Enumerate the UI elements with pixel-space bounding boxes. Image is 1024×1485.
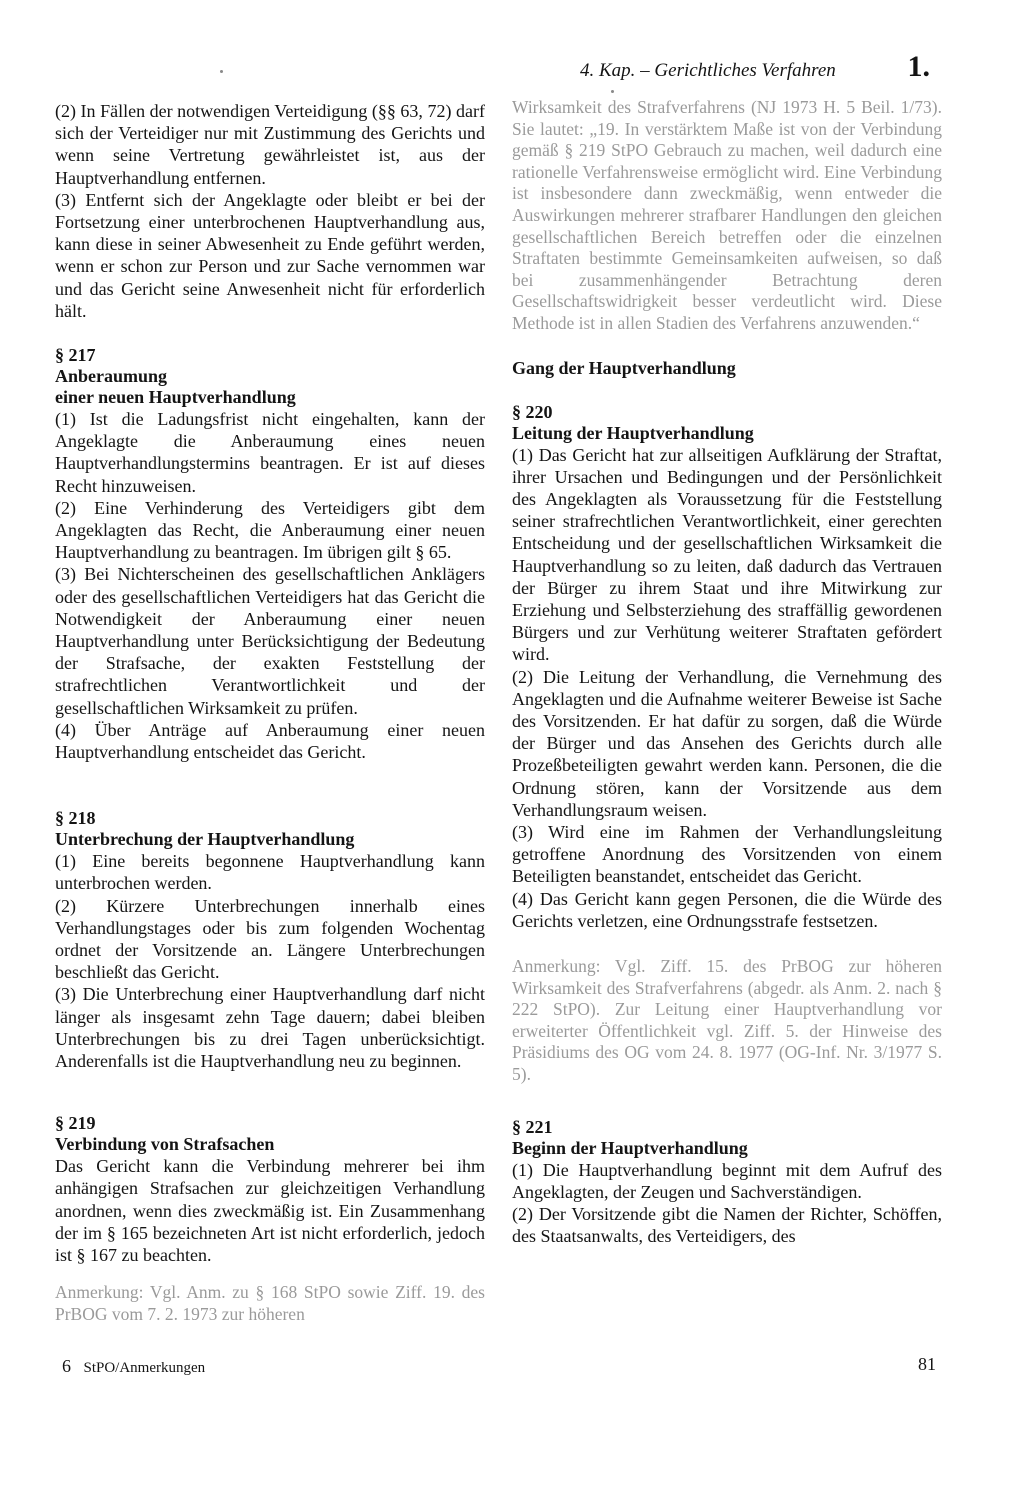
paragraph: (3) Wird eine im Rahmen der Verhandlungsleitung getroffene Anordnung des Vorsitzenden von einem Beteiligten beanstandet, entscheidet das Gericht. (512, 821, 942, 887)
printer-signature (62, 1356, 205, 1377)
annotation-note: Anmerkung: Vgl. Anm. zu § 168 StPO sowie Ziff. 19. des PrBOG vom 7. 2. 1973 zur höheren (55, 1282, 485, 1324)
paragraph: (3) Bei Nichterscheinen des gesellschaftlichen Anklägers oder des gesellschaftlichen Verteidigers hat das Gericht die Notwendigkeit der Anberaumung einer neuen Hauptverhandlung unter Berücksichtigung der Bedeutung der Strafsache, der exakten Feststellung der strafrechtlichen Verantwortlichkeit und der gesellschaftlichen Wirksamkeit zu prüfen. (55, 564, 485, 718)
paragraph: (2) Kürzere Unterbrechungen innerhalb eines Verhandlungstages oder bis zum folgenden Wochentag ordnet der Vorsitzende an. Längere Unterbrechungen beschließt das Gericht. (55, 895, 485, 983)
paragraph: (1) Die Hauptverhandlung beginnt mit dem Aufruf des Angeklagten, der Zeugen und Sachverständigen. (512, 1159, 942, 1202)
signature-number: 6 (62, 1356, 71, 1376)
section-number: § 221 (512, 1116, 553, 1137)
right-column (512, 97, 942, 1247)
paragraph: (4) Über Anträge auf Anberaumung einer neuen Hauptverhandlung entscheidet das Gericht. (55, 719, 485, 763)
part-heading: Gang der Hauptverhandlung (512, 357, 736, 378)
section-body (55, 1155, 485, 1266)
running-header (580, 50, 940, 90)
section-217 (55, 344, 485, 763)
section-body (512, 444, 942, 932)
section-220 (512, 401, 942, 1086)
running-title: 4. Kap. – Gerichtliches Verfahren (580, 60, 836, 81)
section-title: Verbindung von Strafsachen (55, 1134, 275, 1155)
paragraph: (2) Der Vorsitzende gibt die Namen der Richter, Schöffen, des Staatsanwalts, des Verteidigers, des (512, 1203, 942, 1247)
section-title: Beginn der Hauptverhandlung (512, 1137, 748, 1158)
section-218 (55, 807, 485, 1072)
paragraph: (1) Ist die Ladungsfrist nicht eingehalten, kann der Angeklagte die Anberaumung eines neuen Hauptverhandlungstermins beantragen. Er ist auf dieses Recht hinzuweisen. (55, 409, 485, 496)
paragraph: (3) Entfernt sich der Angeklagte oder bleibt er bei der Fortsetzung einer unterbrochenen Hauptverhandlung aus, kann diese in seiner Abwesenheit zu Ende geführt werden, wenn er schon zur Person und zur Sache vernommen war und das Gericht seine Anwesenheit nicht für erforderlich hält. (55, 189, 485, 321)
section-221 (512, 1116, 942, 1248)
intro-text (55, 100, 485, 322)
section-body (512, 1159, 942, 1248)
page-number: 81 (918, 1354, 936, 1374)
section-title: Anberaumung (55, 366, 168, 386)
paragraph: (4) Das Gericht kann gegen Personen, die die Würde des Gerichts verletzen, eine Ordnungsstrafe festsetzen. (512, 888, 942, 931)
paragraph: (3) Die Unterbrechung einer Hauptverhandlung darf nicht länger als insgesamt zehn Tage dauern; dabei bleiben Unterbrechungen bis zu drei Tagen unberücksichtigt. Anderenfalls ist die Hauptverhandlung neu zu beginnen. (55, 984, 485, 1072)
paragraph: (2) Die Leitung der Verhandlung, die Vernehmung des Angeklagten und die Aufnahme weiterer Beweise ist Sache des Vorsitzenden. Er hat dafür zu sorgen, daß die Würde der Bürger und das Ansehen des Gerichts durch alle Prozeßbeteiligten gewahrt werden kann. Personen, die die Ordnung stören, kann der Vorsitzende aus dem Verhandlungsraum weisen. (512, 666, 942, 820)
paragraph: (1) Eine bereits begonnene Hauptverhandlung kann unterbrochen werden. (55, 851, 485, 894)
section-title: Unterbrechung der Hauptverhandlung (55, 829, 355, 850)
section-title: Leitung der Hauptverhandlung (512, 422, 754, 443)
section-219 (55, 1112, 485, 1325)
section-number: § 217 (55, 345, 96, 365)
left-column (55, 100, 485, 1325)
scan-speck (611, 90, 614, 93)
section-body (55, 408, 485, 763)
annotation-note-continued: Wirksamkeit des Strafverfahrens (NJ 1973 H. 5 Beil. 1/73). Sie lautet: „19. In verstärktem Maße ist von der Verbindung gemäß § 219 StPO Gebrauch zu machen, weil dadurch eine rationelle Verfahrensweise ermöglicht wird. Eine Verbindung ist insbesondere dann zweckmäßig, wenn entweder die Auswirkungen mehrerer strafbarer Handlungen den gleichen gesellschaftlichen Bereich betreffen oder die einzelnen Straftaten bestimmte Gemeinsamkeiten aufweisen, so daß bei zusammenhängender Betrachtung deren Gesellschaftswidrigkeit besser verdeutlicht wird. Diese Methode ist in allen Stadien des Verfahrens anzuwenden.“ (512, 97, 942, 333)
annotation-note: Anmerkung: Vgl. Ziff. 15. des PrBOG zur höheren Wirksamkeit des Strafverfahrens (abgedr. als Anm. 2. nach § 222 StPO). Zur Leitung einer Hauptverhandlung vor erweiterter Öffentlichkeit vgl. Ziff. 5. der Hinweise des Präsidiums des OG vom 24. 8. 1977 (OG-Inf. Nr. 3/1977 S. 5). (512, 956, 942, 1084)
paragraph: Das Gericht kann die Verbindung mehrerer bei ihm anhängigen Strafsachen zur gleichzeitigen Verhandlung anordnen, wenn dies zweckmäßig ist. Ein Zusammenhang der im § 165 bezeichneten Art ist nicht erforderlich, jedoch ist § 167 zu beachten. (55, 1156, 485, 1266)
section-title: einer neuen Hauptverhandlung (55, 387, 296, 407)
paragraph: (1) Das Gericht hat zur allseitigen Aufklärung der Straftat, ihrer Ursachen und Bedingungen und der Persönlichkeit des Angeklagten als Voraussetzung für die Feststellung seiner strafrechtlichen Verantwortlichkeit, einer gerechten Entscheidung und der gesellschaftlichen Wirksamkeit die Hauptverhandlung so zu leiten, daß dadurch das Vertrauen der Bürger zu ihrem Staat und ihre Mitwirkung zur Erziehung und Selbsterziehung des straffällig gewordenen Bürgers und zur Verhütung weiterer Straftaten gefördert wird. (512, 444, 942, 665)
section-body (55, 850, 485, 1072)
chapter-number: 1. (907, 50, 930, 83)
scan-speck (220, 70, 223, 73)
section-number: § 220 (512, 401, 553, 422)
paragraph: (2) In Fällen der notwendigen Verteidigung (§§ 63, 72) darf sich der Verteidiger nur mit Zustimmung des Gerichts und wenn seine Vertretung gewährleistet ist, aus der Hauptverhandlung entfernen. (55, 101, 485, 188)
paragraph: (2) Eine Verhinderung des Verteidigers gibt dem Angeklagten das Recht, die Anberaumung einer neuen Hauptverhandlung zu beantragen. Im übrigen gilt § 65. (55, 497, 485, 563)
section-number: § 218 (55, 808, 96, 829)
section-number: § 219 (55, 1113, 96, 1134)
signature-text: StPO/Anmerkungen (83, 1360, 206, 1376)
